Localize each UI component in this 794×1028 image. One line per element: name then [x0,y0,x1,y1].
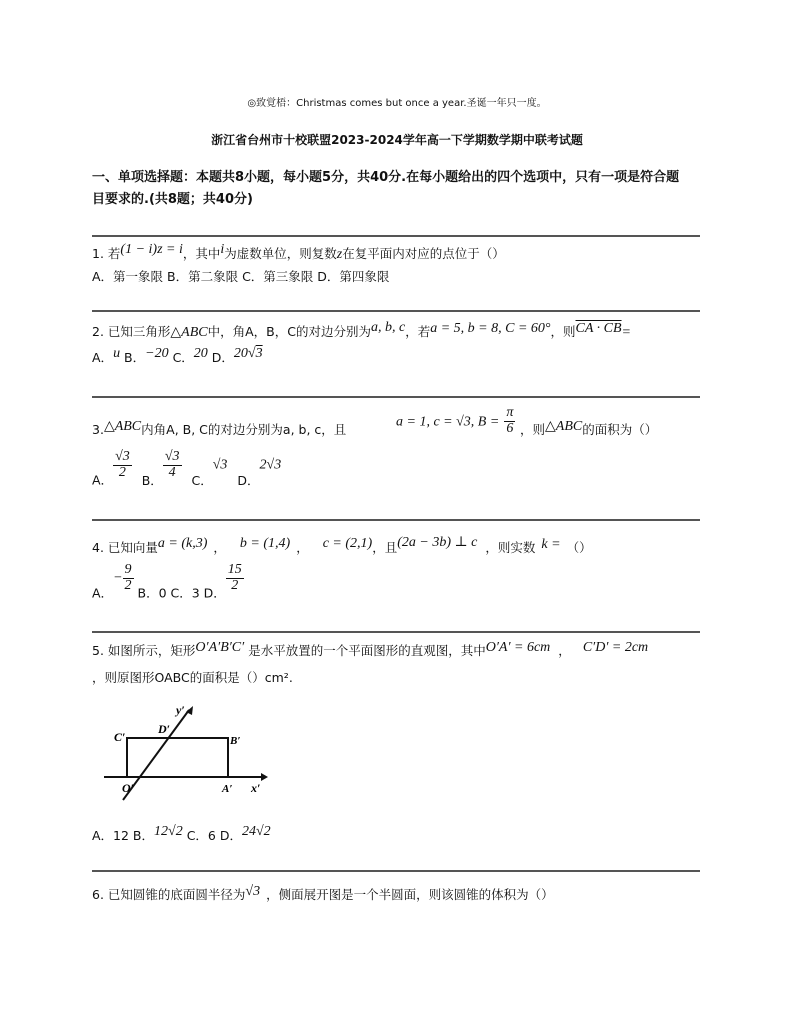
sqrt-sign: √3 [247,346,263,361]
divider [92,519,700,521]
document-title: 浙江省台州市十校联盟2023-2024学年高一下学期数学期中联考试题 [211,133,583,147]
divider [92,870,700,872]
x-axis-arrow [261,773,268,781]
label-d: D′ [158,722,171,736]
q5-figure [96,700,276,805]
question-5-line2: ，则原图形OABC的面积是（）cm². [92,670,293,685]
question-2: 2. 已知三角形△ABC中，角A，B，C的对边分别为a, b, c，若a = 5, b = 8, C = 60°，则CA · CB= [92,320,631,340]
question-5: 5. 如图所示，矩形O′A′B′C′ 是水平放置的一个平面图形的直观图，其中O′A′ = 6cm ， C′D′ = 2cm [92,640,649,658]
label-c: C′ [114,730,126,744]
question-5-options: A．12 B．12√2 C．6 D．24√2 [92,824,271,843]
question-3-options: A． $\frac{√3}{2}$ B． $\frac{√3}{4}$ C．√3 D．2√3 [92,449,282,488]
label-a: A′ [222,783,233,795]
divider [92,396,700,398]
label-o: O′ [122,781,135,795]
x-axis-label: x′ [251,781,261,795]
divider [92,310,700,312]
question-1: 1. 若(1 − i)z = i，其中i为虚数单位，则复数z在复平面内对应的点位于（） [92,242,505,262]
y-axis-label: y′ [176,703,185,717]
q2-given: a = 5, b = 8, C = 60° [430,321,551,336]
question-6: 6. 已知圆锥的底面圆半径为√3 ，侧面展开图是一个半圆面，则该圆锥的体积为（） [92,884,554,902]
divider [92,631,700,633]
rectangle-oabc [127,738,228,777]
question-3: 3.△ABC内角A, B, C的对边分别为a, b, c，且 [92,419,347,437]
question-2-options: A．u B．−20 C．20 D．20√3 [92,346,263,365]
section-heading-line1: 一、单项选择题：本题共8小题，每小题5分，共40分.在每小题给出的四个选项中，只有一项是符合题 [92,170,680,185]
section-heading-line2: 目要求的.(共8题；共40分) [92,192,253,207]
question-4: 4. 已知向量a = (k,3) ， b = (1,4) ， c = (2,1)，且(2a − 3b) ⊥ c ，则实数 k = （） [92,535,592,555]
question-4-options: A．− $\frac{9}{2}$ B．0 C．3 D． $\frac{15}{2}$ [92,562,242,601]
banner-quote: ◎致覚梧：Christmas comes but once a year.圣诞一年只一度。 [247,98,547,109]
label-b: B′ [230,735,241,747]
q2-vector-product: CA · CB [575,321,622,336]
q3-given: a = 1, c = √3, B = $\frac{\pi}{6}$ [396,405,514,436]
section-heading [92,167,704,211]
q1-formula: (1 − i)z = i [120,242,183,257]
question-1-options: A．第一象限 B．第二象限 C．第三象限 D．第四象限 [92,269,390,284]
divider [92,235,700,237]
question-3-tail: ，则△ABC的面积为（） [520,419,658,437]
